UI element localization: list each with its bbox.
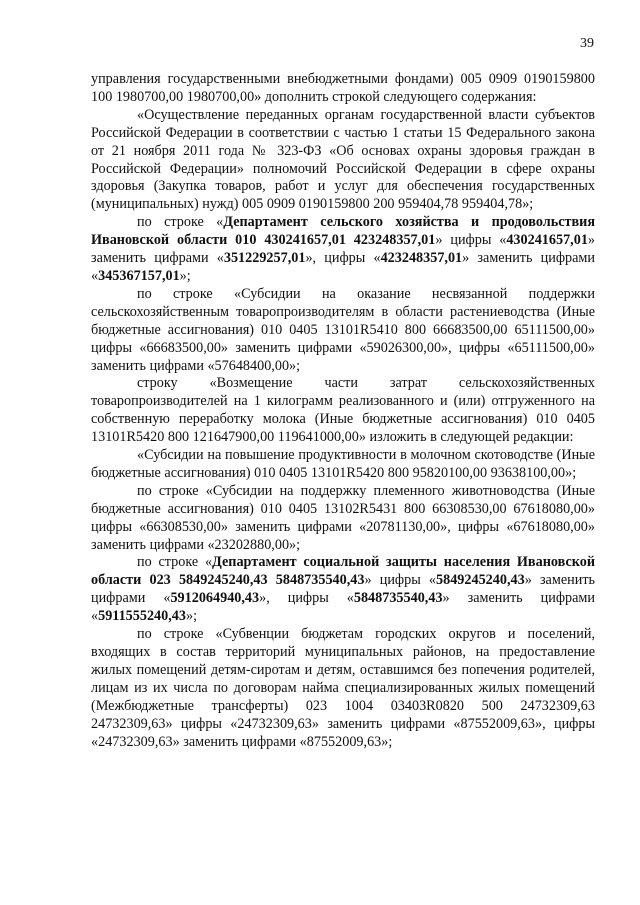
bold-text: Департамент сельского хозяйства и продовольствия Ивановской области 010 430241657,01 423248357,01: [91, 214, 595, 249]
paragraph: [91, 286, 595, 376]
text-run: » заменить цифрами «: [91, 250, 595, 284]
page-number: 39: [580, 36, 594, 51]
text-run: «Осуществление переданных органам государственной власти субъектов Российской Федерации в соответствии с частью 1 статьи 15 Федерального закона от 21 ноября 2011 года № 323-ФЗ «Об основах охраны здоровья граждан в Российской Федерации» полномочий Российской Федерации в сфере охраны здоровья (Закупка товаров, работ и услуг для обеспечения государственных (муниципальных) нужд) 005 0909 0190159800 200 959404,78 959404,78»;: [91, 106, 595, 213]
paragraph: [91, 483, 595, 555]
text-run: » цифры «: [435, 232, 507, 249]
bold-text: 5911555240,43: [98, 608, 186, 625]
text-run: » цифры «: [364, 572, 437, 589]
text-run: по строке «: [137, 554, 213, 571]
text-run: «Субсидии на повышение продуктивности в молочном скотоводстве (Иные бюджетные ассигнования) 010 0405 13101R5420 800 95820100,00 93638100,00»;: [91, 447, 595, 481]
paragraph: [91, 447, 595, 483]
text-run: », цифры «: [259, 590, 354, 607]
bold-text: Департамент социальной защиты населения Ивановской области 023 5849245240,43 5848735540,43: [91, 554, 595, 589]
text-run: » заменить цифрами «: [91, 572, 595, 607]
text-run: » заменить цифрами «: [91, 232, 595, 267]
text-run: по строке «Субвенции бюджетам городских округов и поселений, входящих в состав территорий муниципальных районов, на предоставление жилых помещений детям-сиротам и детям, оставшимся без попечения родителей, лицам из их числа по договорам найма специализированных жилых помещений (Межбюджетные трансферты) 023 1004 03403R0820 500 24732309,63 24732309,63» цифры «24732309,63» заменить цифрами «87552009,63», цифры «24732309,63» заменить цифрами «87552009,63»;: [91, 626, 595, 750]
bold-text: 423248357,01: [380, 250, 463, 267]
text-run: »;: [185, 608, 198, 625]
text-run: »;: [179, 267, 191, 284]
bold-text: 5849245240,43: [436, 572, 525, 589]
paragraph: [91, 554, 595, 626]
paragraph: [91, 107, 595, 214]
text-run: » заменить цифрами «: [91, 590, 595, 625]
bold-text: 430241657,01: [506, 232, 588, 249]
bold-text: 345367157,01: [98, 267, 180, 284]
paragraph: [91, 375, 595, 447]
bold-text: 351229257,01: [223, 250, 306, 267]
bold-text: 5848735540,43: [353, 590, 443, 607]
bold-text: 5912064940,43: [170, 590, 260, 607]
text-run: строку «Возмещение части затрат сельскохозяйственных товаропроизводителей на 1 килограмм реализованного и (или) отгруженного на собственную переработку молока (Иные бюджетные ассигнования) 010 0405 13101R5420 800 121647900,00 119641000,00» изложить в следующей редакции:: [91, 375, 595, 446]
paragraph: [91, 71, 595, 107]
text-run: по строке «: [137, 214, 224, 231]
text-run: по строке «Субсидии на поддержку племенного животноводства (Иные бюджетные ассигнования) 010 0405 13102R5431 800 66308530,00 67618080,00» цифры «66308530,00» заменить цифрами «20781130,00», цифры «67618080,00» заменить цифрами «23202880,00»;: [91, 482, 595, 553]
paragraph: [91, 626, 595, 751]
text-run: управления государственными внебюджетными фондами) 005 0909 0190159800 100 1980700,00 1980700,00» дополнить строкой следующего содержания:: [91, 71, 595, 105]
document-body: [91, 71, 595, 751]
text-run: », цифры «: [305, 250, 381, 267]
text-run: по строке «Субсидии на оказание несвязанной поддержки сельскохозяйственным товаропроизводителям в области растениеводства (Иные бюджетные ассигнования) 010 0405 13101R5410 800 66683500,00 65111500,00» цифры «66683500,00» заменить цифрами «59026300,00», цифры «65111500,00» заменить цифрами «57648400,00»;: [91, 285, 595, 374]
paragraph: [91, 214, 595, 286]
